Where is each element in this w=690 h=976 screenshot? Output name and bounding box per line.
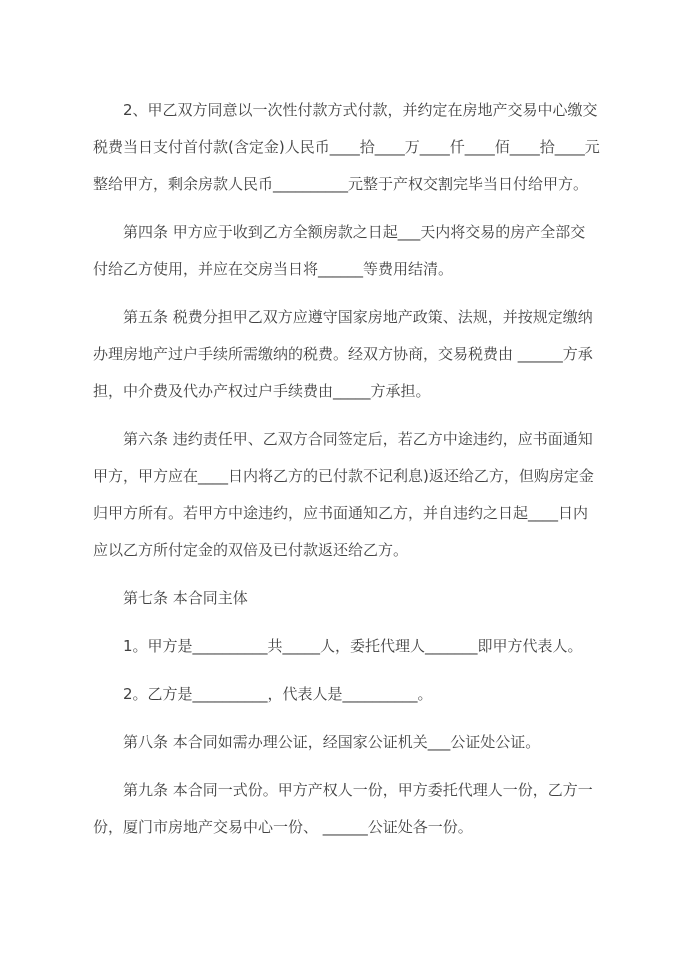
paragraph-payment-method: 2、甲乙双方同意以一次性付款方式付款，并约定在房地产交易中心缴交税费当日支付首付款(含定金)人民币____拾____万____仟____佰____拾____元整给甲方，剩余房款人民币__________元整于产权交割完毕当日付给甲方。 [93, 101, 600, 193]
paragraph-article-8-notarization: 第八条 本合同如需办理公证，经国家公证机关___公证处公证。 [123, 733, 541, 751]
paragraph-article-5-taxes: 第五条 税费分担甲乙双方应遵守国家房地产政策、法规，并按规定缴纳办理房地产过户手续所需缴纳的税费。经双方协商，交易税费由 ______方承担，中介费及代办产权过户手续费由_____方承担。 [93, 308, 593, 400]
paragraph-article-7-item-2-party-b: 2。乙方是__________，代表人是__________。 [123, 685, 433, 703]
paragraph-article-6-breach: 第六条 违约责任甲、乙双方合同签定后，若乙方中途违约，应书面通知甲方，甲方应在____日内将乙方的已付款不记利息)返还给乙方，但购房定金归甲方所有。若甲方中途违约，应书面通知乙方，并自违约之日起____日内应以乙方所付定金的双倍及已付款返还给乙方。 [93, 430, 594, 559]
paragraph-article-7-heading: 第七条 本合同主体 [123, 589, 248, 607]
paragraph-article-7-item-1-party-a: 1。甲方是__________共_____人，委托代理人_______即甲方代表人。 [123, 637, 583, 655]
paragraph-article-9-copies: 第九条 本合同一式份。甲方产权人一份，甲方委托代理人一份，乙方一份，厦门市房地产交易中心一份、 ______公证处各一份。 [93, 781, 593, 836]
paragraph-article-4-delivery: 第四条 甲方应于收到乙方全额房款之日起___天内将交易的房产全部交付给乙方使用，并应在交房当日将______等费用结清。 [93, 223, 586, 278]
